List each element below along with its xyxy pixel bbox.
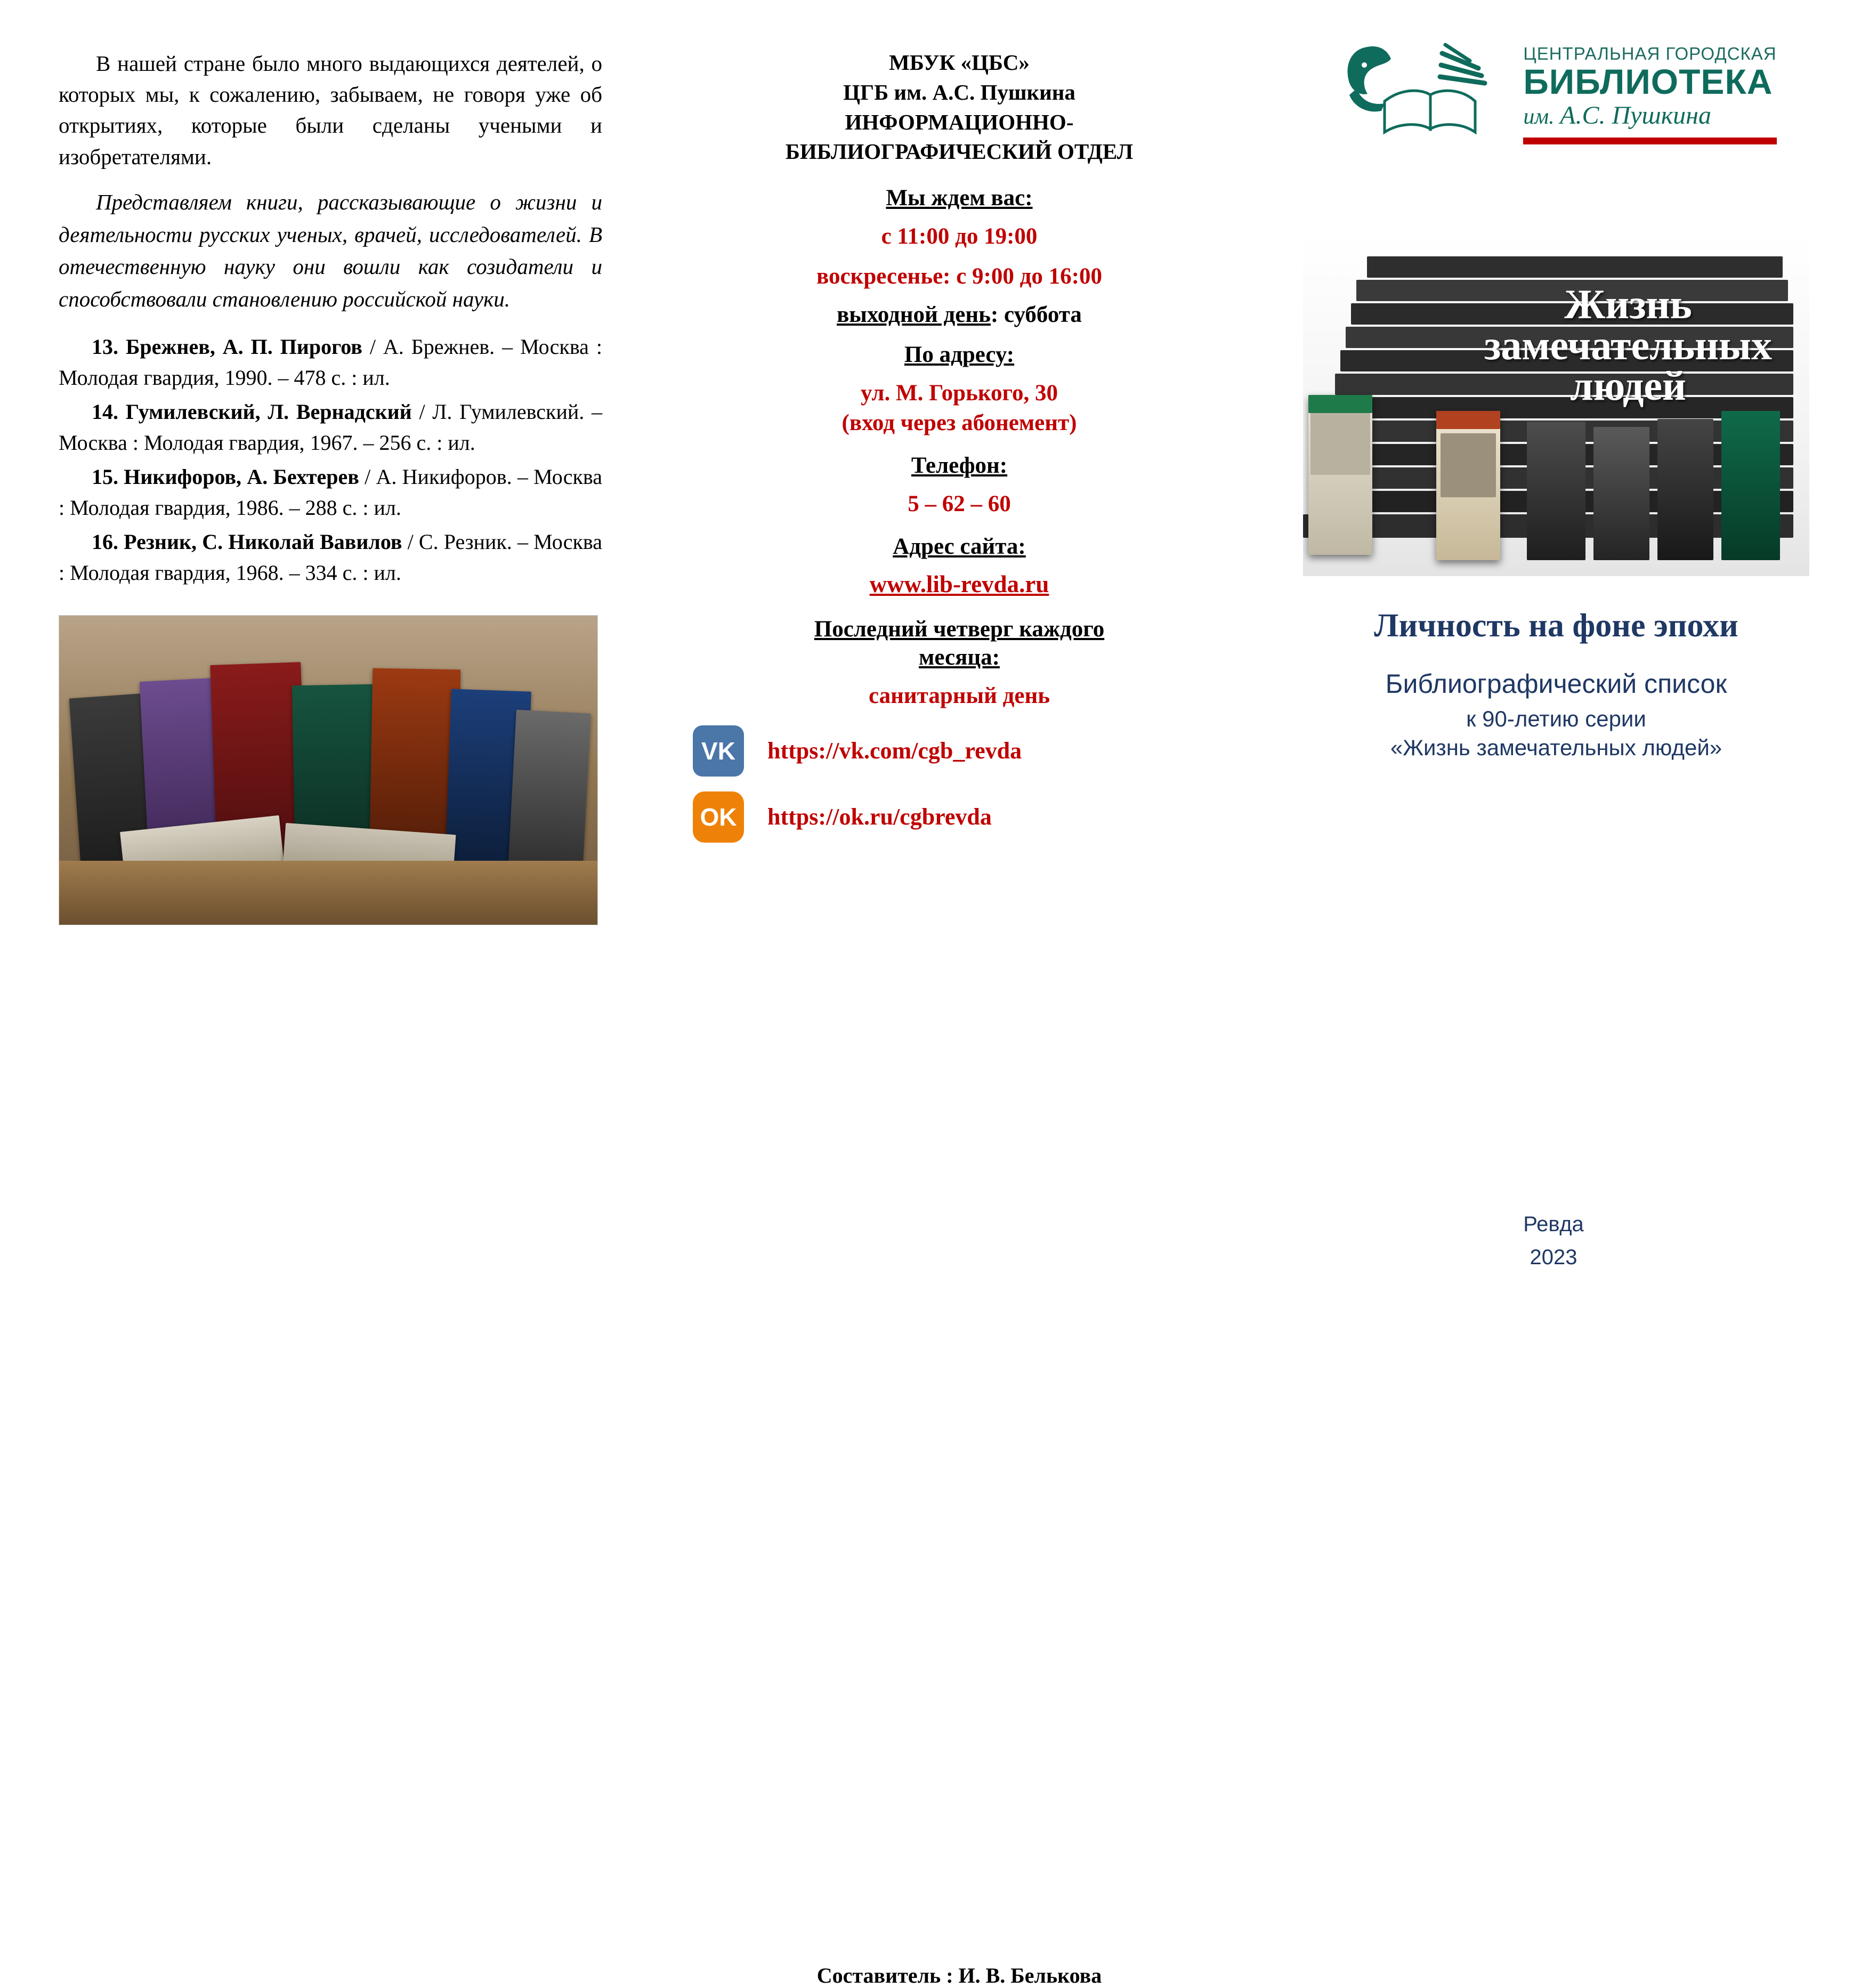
place-name: Ревда bbox=[1523, 1213, 1584, 1236]
list-item bbox=[59, 397, 602, 458]
sanitary-value: санитарный день bbox=[869, 683, 1050, 708]
ok-icon[interactable]: OK bbox=[693, 791, 744, 843]
bib-rest: / А. Никифоров. – Москва : Молодая гвардия, 1986. – 288 с. : ил. bbox=[59, 464, 602, 520]
subtitle-secondary-line-1: к 90-летию серии bbox=[1466, 706, 1646, 732]
website-block bbox=[661, 534, 1258, 598]
bib-rest: / Л. Гумилевский. – Москва : Молодая гвардия, 1967. – 256 с. : ил. bbox=[59, 399, 603, 455]
site-url-link[interactable]: www.lib-revda.ru bbox=[869, 570, 1049, 597]
address-block bbox=[661, 342, 1258, 439]
bib-number: 15. bbox=[92, 464, 118, 489]
cover-title-line-3: людей bbox=[1570, 362, 1686, 409]
organization-block bbox=[661, 48, 1258, 167]
ok-url-link[interactable]: https://ok.ru/cgbrevda bbox=[767, 804, 992, 830]
logo-line-3-small: им. bbox=[1523, 104, 1560, 130]
bibliography-list bbox=[59, 332, 602, 588]
dayoff-label: выходной день bbox=[837, 302, 991, 327]
address-label: По адресу: bbox=[904, 342, 1015, 367]
bib-rest: / А. Брежнев. – Москва : Молодая гвардия, 1990. – 478 с. : ил. bbox=[59, 334, 603, 390]
subtitle-primary: Библиографический список bbox=[1385, 669, 1727, 699]
intro-italic-paragraph: Представляем книги, рассказывающие о жизни и деятельности русских ученых, врачей, исследователей. В отечественную науку они вошли как созидатели и способствовали становлению российской науки. bbox=[59, 189, 602, 311]
shelf-surface bbox=[59, 861, 597, 925]
logo-line-1: ЦЕНТРАЛЬНАЯ ГОРОДСКАЯ bbox=[1523, 44, 1777, 63]
book-and-profile-icon bbox=[1336, 37, 1511, 144]
intro-paragraph: В нашей стране было много выдающихся деятелей, о которых мы, к сожалению, забываем, не говоря уже об открытиях, которые были сделаны учеными и изобретателями. bbox=[59, 51, 602, 169]
cover-title bbox=[1479, 281, 1777, 409]
list-item bbox=[59, 462, 602, 523]
org-line-2: ЦГБ им. А.С. Пушкина bbox=[843, 79, 1075, 104]
cover-title-line-2: замечательных bbox=[1484, 321, 1772, 368]
hours-sunday: воскресенье: с 9:00 до 16:00 bbox=[816, 263, 1102, 289]
ok-row[interactable] bbox=[693, 791, 1258, 843]
phone-label: Телефон: bbox=[911, 453, 1008, 478]
hours-label: Мы ждем вас: bbox=[886, 185, 1033, 211]
sanitary-label-line-1: Последний четверг каждого bbox=[814, 616, 1105, 642]
bib-number: 16. bbox=[92, 529, 118, 554]
hours-weekday: с 11:00 до 19:00 bbox=[881, 224, 1038, 249]
list-item bbox=[59, 332, 602, 393]
site-label: Адрес сайта: bbox=[893, 534, 1026, 559]
bib-title: Гумилевский, Л. Вернадский bbox=[125, 399, 412, 424]
bib-number: 14. bbox=[92, 399, 118, 424]
logo-line-2: БИБЛИОТЕКА bbox=[1523, 62, 1773, 101]
logo-text-block bbox=[1523, 37, 1776, 144]
bib-rest: / С. Резник. – Москва : Молодая гвардия, 1968. – 334 с. : ил. bbox=[59, 529, 602, 585]
phone-value: 5 – 62 – 60 bbox=[908, 491, 1011, 516]
bib-number: 13. bbox=[92, 334, 118, 359]
compiler-credit: Составитель : И. В. Белькова bbox=[816, 1963, 1102, 1987]
dayoff-value: : суббота bbox=[990, 302, 1082, 327]
library-logo bbox=[1295, 37, 1817, 144]
book-display-photo bbox=[59, 615, 598, 925]
org-line-3: ИНФОРМАЦИОННО- bbox=[845, 109, 1074, 134]
list-item bbox=[59, 527, 602, 588]
subtitle-secondary bbox=[1295, 705, 1817, 762]
dayoff-row bbox=[661, 302, 1258, 328]
year-label: 2023 bbox=[1530, 1246, 1577, 1269]
logo-line-3 bbox=[1523, 101, 1776, 130]
vk-url-link[interactable]: https://vk.com/cgb_revda bbox=[767, 738, 1022, 764]
logo-red-rule bbox=[1523, 138, 1776, 144]
bib-title: Никифоров, А. Бехтерев bbox=[124, 464, 359, 489]
subtitle-secondary-line-2: «Жизнь замечательных людей» bbox=[1390, 735, 1722, 761]
address-line-2: (вход через абонемент) bbox=[842, 410, 1077, 436]
page-title: Личность на фоне эпохи bbox=[1374, 608, 1738, 644]
cover-title-line-1: Жизнь bbox=[1564, 281, 1692, 328]
zhzl-books-photo bbox=[1303, 235, 1809, 576]
sanitary-day-block bbox=[661, 616, 1258, 712]
sanitary-label-line-2: месяца: bbox=[919, 644, 1000, 670]
vk-row[interactable] bbox=[693, 725, 1258, 777]
bib-title: Брежнев, А. П. Пирогов bbox=[125, 334, 362, 359]
right-column bbox=[1279, 32, 1828, 1300]
phone-block bbox=[661, 452, 1258, 520]
bib-title: Резник, С. Николай Вавилов bbox=[124, 529, 402, 554]
logo-line-3-big: А.С. Пушкина bbox=[1560, 101, 1711, 130]
address-line-1: ул. М. Горького, 30 bbox=[860, 380, 1058, 406]
vk-icon[interactable]: VK bbox=[693, 725, 744, 777]
org-line-1: МБУК «ЦБС» bbox=[889, 50, 1030, 75]
org-line-4: БИБЛИОГРАФИЧЕСКИЙ ОТДЕЛ bbox=[785, 139, 1134, 164]
middle-column bbox=[640, 32, 1279, 1987]
left-column bbox=[37, 32, 640, 1300]
opening-hours-block bbox=[661, 185, 1258, 328]
